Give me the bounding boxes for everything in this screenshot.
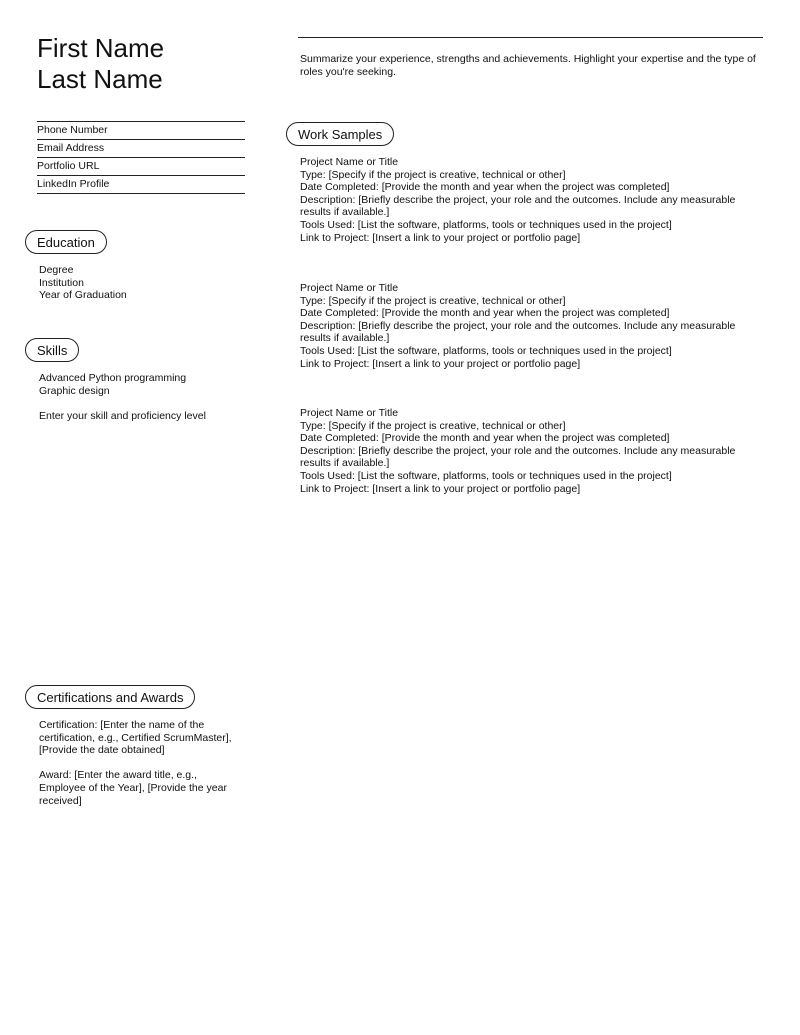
skills-heading: Skills bbox=[25, 338, 79, 362]
candidate-name bbox=[37, 33, 164, 95]
contact-email: Email Address bbox=[37, 140, 245, 158]
project-description: Description: [Briefly describe the project, your role and the outcomes. Include any measurable results if available.] bbox=[300, 193, 736, 219]
project-entry bbox=[300, 407, 760, 495]
first-name: First Name bbox=[37, 33, 165, 63]
contact-list bbox=[37, 121, 245, 194]
contact-linkedin: LinkedIn Profile bbox=[37, 176, 245, 194]
work-samples-heading: Work Samples bbox=[286, 122, 394, 146]
award-entry: Award: [Enter the award title, e.g., Employee of the Year], [Provide the year received] bbox=[39, 769, 227, 807]
contact-portfolio: Portfolio URL bbox=[37, 158, 245, 176]
summary-text: Summarize your experience, strengths and achievements. Highlight your expertise and the type of roles you're seeking. bbox=[300, 53, 756, 78]
last-name: Last Name bbox=[37, 64, 163, 94]
project-date: Date Completed: [Provide the month and year when the project was completed] bbox=[300, 307, 670, 320]
skill-item: Advanced Python programming bbox=[39, 372, 187, 384]
skill-item: Graphic design bbox=[39, 384, 110, 397]
education-year: Year of Graduation bbox=[39, 289, 127, 302]
education-heading: Education bbox=[25, 230, 107, 254]
project-entry bbox=[300, 156, 760, 244]
education-degree: Degree bbox=[39, 264, 74, 276]
skills-section bbox=[39, 372, 239, 422]
project-date: Date Completed: [Provide the month and year when the project was completed] bbox=[300, 181, 670, 194]
education-institution: Institution bbox=[39, 276, 84, 289]
skill-item: Enter your skill and proficiency level bbox=[39, 409, 206, 422]
project-type: Type: [Specify if the project is creative, technical or other] bbox=[300, 419, 566, 432]
project-tools: Tools Used: [List the software, platforms, tools or techniques used in the project] bbox=[300, 344, 672, 357]
project-title: Project Name or Title bbox=[300, 156, 399, 168]
certifications-heading: Certifications and Awards bbox=[25, 685, 195, 709]
project-title: Project Name or Title bbox=[300, 282, 399, 294]
project-description: Description: [Briefly describe the project, your role and the outcomes. Include any measurable results if available.] bbox=[300, 444, 736, 470]
contact-phone: Phone Number bbox=[37, 122, 245, 140]
project-entry bbox=[300, 282, 760, 370]
certifications-section bbox=[39, 719, 239, 807]
project-type: Type: [Specify if the project is creative, technical or other] bbox=[300, 294, 566, 307]
project-description: Description: [Briefly describe the project, your role and the outcomes. Include any measurable results if available.] bbox=[300, 319, 736, 345]
project-tools: Tools Used: [List the software, platforms, tools or techniques used in the project] bbox=[300, 218, 672, 231]
project-type: Type: [Specify if the project is creative, technical or other] bbox=[300, 168, 566, 181]
education-section bbox=[39, 264, 239, 302]
project-tools: Tools Used: [List the software, platforms, tools or techniques used in the project] bbox=[300, 469, 672, 482]
project-date: Date Completed: [Provide the month and year when the project was completed] bbox=[300, 432, 670, 445]
project-link: Link to Project: [Insert a link to your project or portfolio page] bbox=[300, 231, 581, 244]
summary-divider bbox=[298, 37, 763, 38]
certification-entry: Certification: [Enter the name of the certification, e.g., Certified ScrumMaster], [Provide the date obtained] bbox=[39, 719, 232, 757]
project-title: Project Name or Title bbox=[300, 407, 399, 419]
project-link: Link to Project: [Insert a link to your project or portfolio page] bbox=[300, 357, 581, 370]
project-link: Link to Project: [Insert a link to your project or portfolio page] bbox=[300, 482, 581, 495]
